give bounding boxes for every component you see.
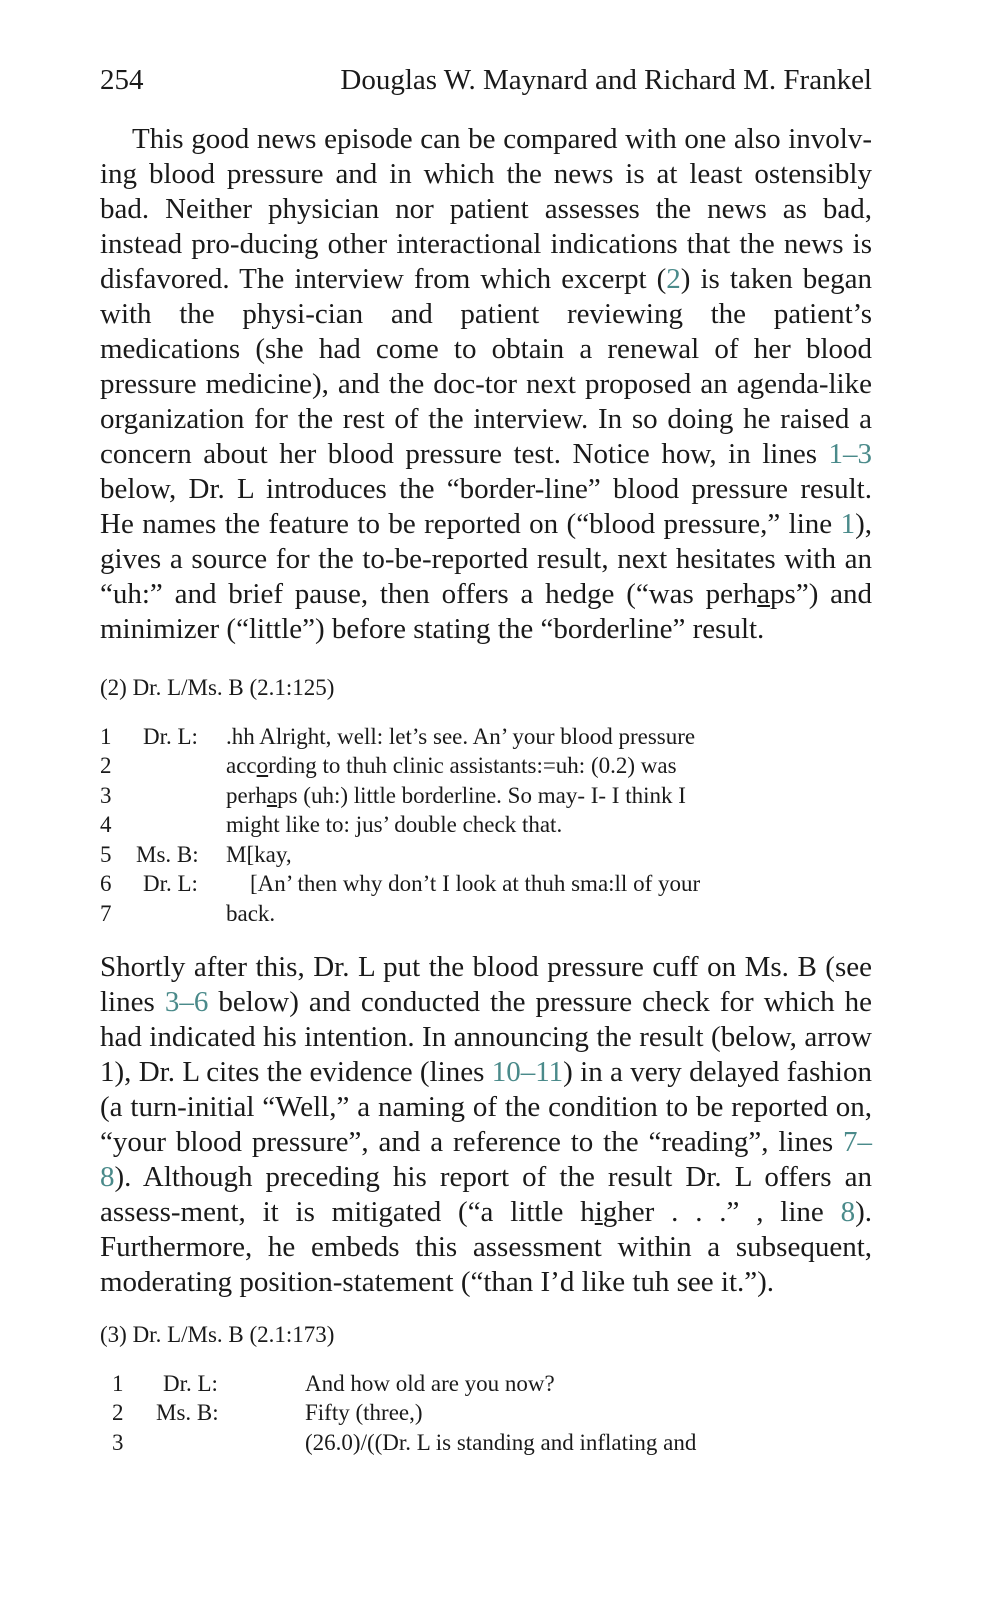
speaker-label: Ms. B: [156, 1400, 219, 1425]
text-run: ), gives a source for the to-be-reported result, next hesitates with an “uh:” and brief pause, then offers a hedge (“was perh [100, 508, 872, 610]
speaker-label: Dr. L: [143, 724, 198, 749]
text-run: rding to thuh clinic assistants:=uh: (0.2) was [268, 753, 677, 778]
text-run: ) in a very delayed fashion (a turn-initial “Well,” a naming of the condition to be reported on, “your blood pressure”, and a reference to the “reading”, lines [100, 1056, 872, 1158]
line-ref-link[interactable]: 1–3 [828, 438, 872, 470]
speaker-label: Dr. L: [143, 871, 198, 896]
underlined-stress: a [757, 578, 771, 610]
underlined-stress: o [256, 753, 269, 778]
underlined-stress: a [266, 783, 278, 808]
body-paragraph-2 [100, 950, 872, 1300]
line-number: 3 [112, 1430, 124, 1455]
text-run: gher . . .” , line [602, 1196, 841, 1228]
running-head-authors: Douglas W. Maynard and Richard M. Frankel [340, 64, 872, 96]
text-run: below, Dr. L introduces the “border-line” blood pressure result. He names the feature to be reported on (“blood pressure,” line [100, 473, 872, 540]
line-number: 5 [100, 842, 112, 867]
line-number: 7 [100, 901, 112, 926]
line-ref-link[interactable]: 3–6 [164, 986, 209, 1018]
line-number: 1 [112, 1371, 124, 1396]
speaker-label: Ms. B: [136, 842, 199, 867]
utterance: [An’ then why don’t I look at thuh sma:ll of your [250, 871, 701, 896]
line-ref-link[interactable]: 7–8 [100, 1126, 872, 1193]
text-run: ). Although preceding his report of the result Dr. L offers an assess-ment, it is mitigated (“a little h [100, 1161, 872, 1228]
utterance [226, 781, 686, 810]
utterance: M[kay, [226, 842, 292, 867]
text-run: Shortly after this, Dr. L put the blood pressure cuff on Ms. B (see lines [100, 951, 872, 1018]
utterance: And how old are you now? [305, 1371, 555, 1396]
utterance: back. [226, 901, 276, 926]
text-run: ps”) and minimizer (“little”) before stating the “borderline” result. [100, 578, 873, 645]
line-ref-link[interactable]: 8 [840, 1196, 856, 1228]
utterance: might like to: jus’ double check that. [226, 812, 563, 837]
speaker-label: Dr. L: [163, 1371, 218, 1396]
line-number: 2 [112, 1400, 124, 1425]
text-run: perh [226, 783, 267, 808]
line-number: 1 [100, 724, 112, 749]
utterance [226, 751, 677, 780]
line-number: 3 [100, 783, 112, 808]
line-number: 6 [100, 871, 112, 896]
excerpt-2-title: (2) Dr. L/Ms. B (2.1:125) [100, 675, 335, 700]
text-run: below) and conducted the pressure check for which he had indicated his intention. In announcing the result (below, arrow 1), Dr. L cites the evidence (lines [100, 986, 872, 1088]
text-run: ) is taken began with the physi-cian and patient reviewing the patient’s medications (she had come to obtain a renewal of her blood pressure medicine), and the doc-tor next proposed an agenda-like organization for the rest of the interview. In so doing he raised a concern about her blood pressure test. Notice how, in lines [100, 263, 872, 470]
line-number: 4 [100, 812, 112, 837]
text-run: This good news episode can be compared with one also involv-ing blood pressure and in which the news is at least ostensibly bad. Neither physician nor patient assesses the news as bad, instead pro-ducing other interactional indications that the news is disfavored. The interview from which excerpt ( [100, 123, 872, 295]
body-paragraph-1 [100, 122, 872, 647]
utterance: Fifty (three,) [305, 1400, 423, 1425]
text-run: ). Furthermore, he embeds this assessment within a subsequent, moderating position-statement (“than I’d like tuh see it.”). [100, 1196, 873, 1298]
text-run: ps (uh:) little borderline. So may- I- I think I [277, 783, 686, 808]
text-run: acc [226, 753, 257, 778]
page-number: 254 [100, 64, 144, 96]
underlined-stress: i [594, 1196, 603, 1228]
running-header [100, 62, 872, 98]
excerpt-ref-link[interactable]: 2 [666, 263, 681, 295]
line-ref-link[interactable]: 10–11 [491, 1056, 564, 1088]
excerpt-3-title: (3) Dr. L/Ms. B (2.1:173) [100, 1322, 335, 1347]
line-ref-link[interactable]: 1 [840, 508, 856, 540]
utterance: (26.0)/((Dr. L is standing and inflating and [305, 1430, 697, 1455]
line-number: 2 [100, 753, 112, 778]
utterance: .hh Alright, well: let’s see. An’ your blood pressure [226, 724, 696, 749]
